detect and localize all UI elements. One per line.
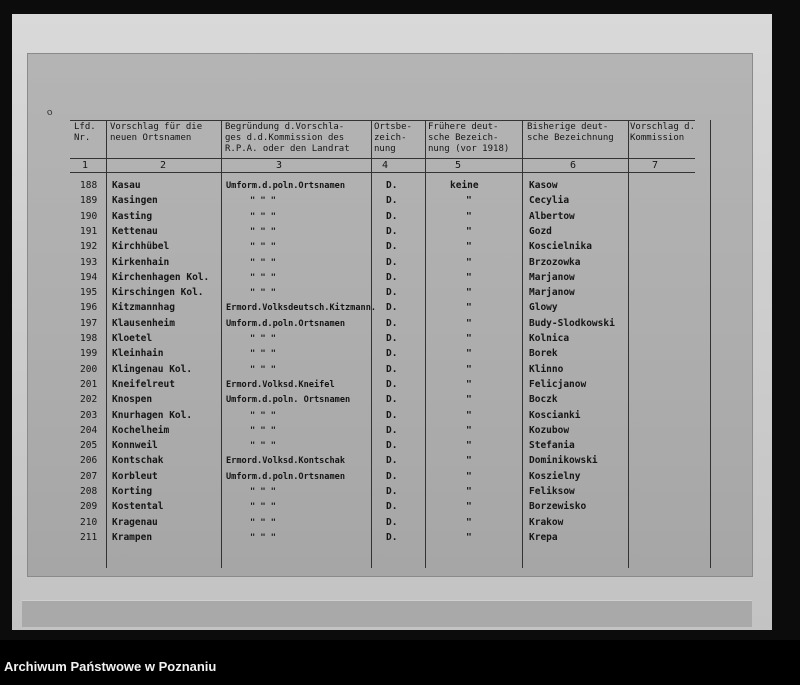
earlier-name-text: " [466,317,472,329]
column-number: 4 [382,160,389,171]
row-number: 195 [80,287,98,299]
earlier-name-text: " [466,333,472,344]
column-number: 6 [570,160,577,171]
designation-text: D. [386,409,398,421]
earlier-name-text: " [466,424,472,436]
proposed-name: Kitzmannhag [112,302,175,314]
earlier-name-text: " [466,394,472,406]
proposed-name: Kragenau [112,516,158,528]
designation-text: D. [386,501,398,513]
current-name-text: Felicjanow [529,378,587,390]
earlier-name-text: " [466,409,472,421]
column-divider [425,120,426,568]
earlier-name-text: " [466,225,472,237]
column-number: 1 [82,160,89,171]
designation-text: D. [386,180,398,191]
earlier-name-text: " [466,440,472,452]
proposed-name: Kleinhain [112,348,164,360]
row-number: 190 [80,210,98,222]
row-number: 192 [80,241,98,253]
current-name-text: Koscielnika [529,241,592,253]
current-name-text: Kozubow [529,424,570,436]
row-number: 199 [80,348,98,360]
current-name-text: Feliksow [529,486,575,497]
row-number: 206 [80,455,98,467]
current-name-text: Borek [529,348,558,360]
current-name-text: Brzozowka [529,256,581,268]
proposed-name: Kostental [112,501,164,513]
row-number: 198 [80,333,98,344]
row-number: 211 [80,531,98,543]
earlier-name-text: " [466,271,472,283]
column-divider [106,120,107,568]
reason-text: Umform.d.poln. Ortsnamen [226,395,351,406]
designation-text: D. [386,363,398,375]
reason-text: " " " [250,349,276,360]
reason-text: Umform.d.poln.Ortsnamen [226,318,345,329]
reason-text: " " " [250,410,276,421]
current-name-text: Cecylia [529,195,570,207]
row-number: 205 [80,440,98,452]
designation-text: D. [386,378,398,390]
current-name-text: Boczk [529,394,558,406]
column-number: 3 [276,160,283,171]
row-number: 207 [80,470,98,482]
reason-text: " " " [250,487,276,497]
earlier-name-text: " [466,470,472,482]
reason-text: " " " [250,364,276,375]
earlier-name-text: " [466,302,472,314]
row-number: 188 [80,180,98,191]
column-divider [628,120,629,568]
current-name-text: Krakow [529,516,564,528]
current-name-text: Albertow [529,210,575,222]
reason-text: Umform.d.poln.Ortsnamen [226,181,345,191]
reason-text: " " " [250,211,276,222]
reason-text: " " " [250,226,276,237]
header-designation: Ortsbe- zeich- nung [374,122,412,154]
column-divider [522,120,523,568]
column-number: 7 [652,160,659,171]
current-name-text: Koscianki [529,409,581,421]
designation-text: D. [386,531,398,543]
reason-text: Ermord.Volksd.Kontschak [226,456,345,467]
underlying-sheet [22,600,752,627]
header-divider-line [70,158,695,159]
current-name-text: Marjanow [529,287,575,299]
current-name-text: Borzewisko [529,501,587,513]
current-name-text: Glowy [529,302,558,314]
reason-text: Ermord.Volksdeutsch.Kitzmann. [226,303,377,314]
designation-text: D. [386,486,398,497]
reason-text: " " " [250,502,276,513]
reason-text: " " " [250,196,276,207]
earlier-name-text: " [466,210,472,222]
row-number: 208 [80,486,98,497]
archive-caption: Archiwum Państwowe w Poznaniu [4,659,217,674]
earlier-name-text: " [466,241,472,253]
current-name-text: Gozd [529,225,552,237]
reason-text: " " " [250,272,276,283]
reason-text: Umform.d.poln.Ortsnamen [226,471,345,482]
proposed-name: Kirkenhain [112,256,170,268]
earlier-name-text: " [466,363,472,375]
margin-pencil-mark: ₒ [41,98,57,121]
earlier-name-text: " [466,256,472,268]
proposed-name: Klingenau Kol. [112,363,193,375]
earlier-name-text: keine [450,180,479,191]
header-current-name: Bisherige deut- sche Bezeichnung [527,122,614,143]
earlier-name-text: " [466,378,472,390]
proposed-name: Kneifelreut [112,378,175,390]
row-number: 197 [80,317,98,329]
proposed-name: Kochelheim [112,424,170,436]
current-name-text: Stefania [529,440,575,452]
designation-text: D. [386,516,398,528]
current-name-text: Kasow [529,180,558,191]
current-name-text: Marjanow [529,271,575,283]
current-name-text: Krepa [529,531,558,543]
designation-text: D. [386,302,398,314]
reason-text: " " " [250,334,276,344]
reason-text: " " " [250,257,276,268]
current-name-text: Budy-Slodkowski [529,317,615,329]
current-name-text: Kolnica [529,333,570,344]
column-divider [221,120,222,568]
row-number: 193 [80,256,98,268]
reason-text: Ermord.Volksd.Kneifel [226,379,335,390]
row-number: 189 [80,195,98,207]
column-number: 2 [160,160,167,171]
reason-text: " " " [250,441,276,452]
reason-text: " " " [250,242,276,253]
proposed-name: Kasingen [112,195,158,207]
row-number: 203 [80,409,98,421]
proposed-name: Korting [112,486,153,497]
row-number: 209 [80,501,98,513]
proposed-name: Kirchenhagen Kol. [112,271,210,283]
header-commission: Vorschlag d. Kommission [630,122,696,143]
proposed-name: Krampen [112,531,153,543]
proposed-name: Kirschingen Kol. [112,287,204,299]
table-top-line [70,120,695,121]
earlier-name-text: " [466,348,472,360]
row-number: 201 [80,378,98,390]
designation-text: D. [386,440,398,452]
designation-text: D. [386,470,398,482]
proposed-name: Kasau [112,180,141,191]
designation-text: D. [386,348,398,360]
earlier-name-text: " [466,486,472,497]
designation-text: D. [386,317,398,329]
row-number: 204 [80,424,98,436]
row-number: 202 [80,394,98,406]
designation-text: D. [386,195,398,207]
column-number-divider-line [70,172,695,173]
column-divider [371,120,372,568]
designation-text: D. [386,455,398,467]
current-name-text: Dominikowski [529,455,598,467]
current-name-text: Koszielny [529,470,581,482]
earlier-name-text: " [466,195,472,207]
proposed-name: Kasting [112,210,153,222]
row-number: 194 [80,271,98,283]
designation-text: D. [386,256,398,268]
header-lfd-nr: Lfd. Nr. [74,122,96,143]
proposed-name: Kontschak [112,455,164,467]
current-name-text: Klinno [529,363,564,375]
proposed-name: Kettenau [112,225,158,237]
reason-text: " " " [250,517,276,528]
proposed-name: Kloetel [112,333,153,344]
row-number: 191 [80,225,98,237]
proposed-name: Klausenheim [112,317,175,329]
proposed-name: Knurhagen Kol. [112,409,193,421]
proposed-name: Korbleut [112,470,158,482]
designation-text: D. [386,394,398,406]
row-number: 210 [80,516,98,528]
column-divider [710,120,711,568]
reason-text: " " " [250,532,276,543]
proposed-name: Kirchhübel [112,241,170,253]
header-proposal: Vorschlag für die neuen Ortsnamen [110,122,203,143]
designation-text: D. [386,225,398,237]
earlier-name-text: " [466,287,472,299]
row-number: 196 [80,302,98,314]
earlier-name-text: " [466,455,472,467]
designation-text: D. [386,210,398,222]
earlier-name-text: " [466,516,472,528]
reason-text: " " " [250,425,276,436]
designation-text: D. [386,424,398,436]
proposed-name: Konnweil [112,440,158,452]
earlier-name-text: " [466,501,472,513]
proposed-name: Knospen [112,394,153,406]
header-earlier-name: Frühere deut- sche Bezeich- nung (vor 1918) [428,122,510,154]
designation-text: D. [386,333,398,344]
earlier-name-text: " [466,531,472,543]
row-number: 200 [80,363,98,375]
designation-text: D. [386,271,398,283]
reason-text: " " " [250,288,276,299]
designation-text: D. [386,287,398,299]
column-number: 5 [455,160,462,171]
designation-text: D. [386,241,398,253]
header-reason: Begründung d.Vorschla- ges d.d.Kommission des R.P.A. oder den Landrat [225,122,350,154]
